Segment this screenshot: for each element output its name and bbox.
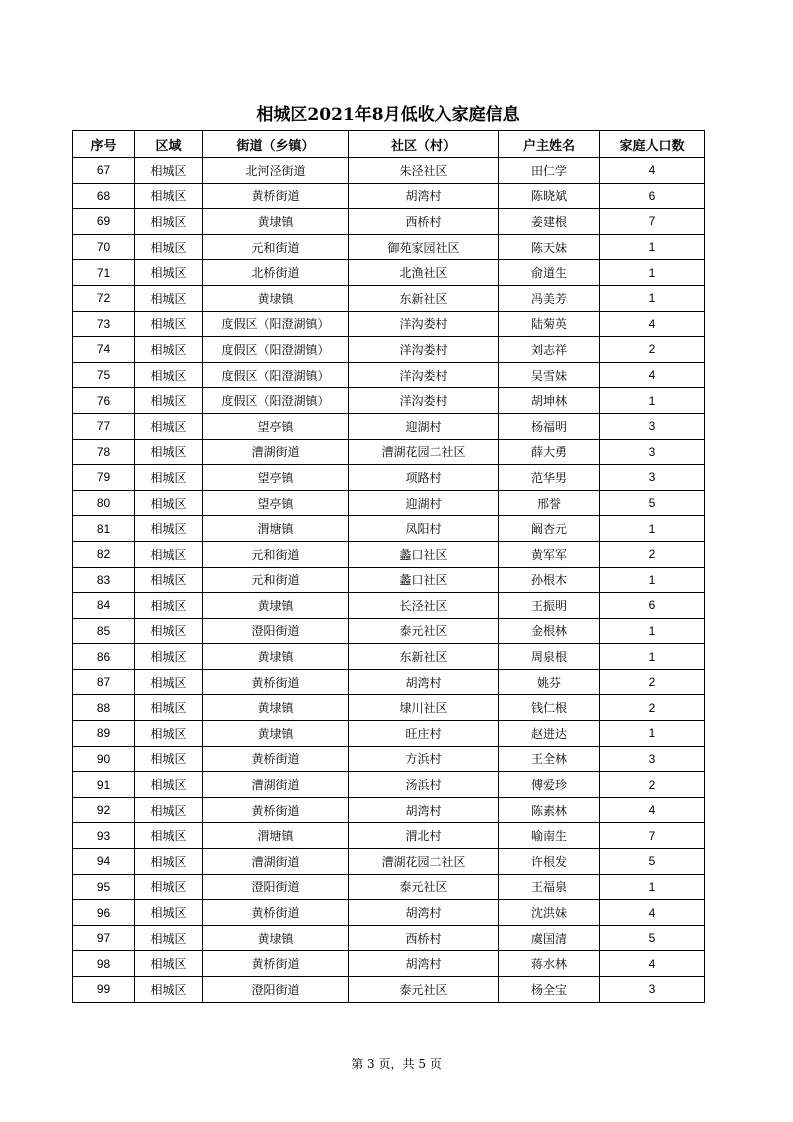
householder-cell: 田仁学 [499, 158, 600, 184]
community-cell: 迎湖村 [349, 490, 499, 516]
street-cell: 北河泾街道 [203, 158, 349, 184]
household-size-cell: 1 [600, 260, 705, 286]
community-cell: 蠡口社区 [349, 567, 499, 593]
table-row [73, 285, 705, 311]
street-cell: 元和街道 [203, 541, 349, 567]
district-cell: 相城区 [135, 362, 203, 388]
table-row [73, 183, 705, 209]
householder-cell: 邢誉 [499, 490, 600, 516]
community-cell: 洋沟娄村 [349, 388, 499, 414]
householder-cell: 刘志祥 [499, 337, 600, 363]
street-cell: 黄桥街道 [203, 900, 349, 926]
householder-cell: 周泉根 [499, 644, 600, 670]
district-cell: 相城区 [135, 234, 203, 260]
householder-cell: 钱仁根 [499, 695, 600, 721]
district-cell: 相城区 [135, 900, 203, 926]
serial-number-cell: 77 [73, 413, 135, 439]
table-row [73, 516, 705, 542]
street-cell: 黄桥街道 [203, 746, 349, 772]
serial-number-cell: 93 [73, 823, 135, 849]
district-cell: 相城区 [135, 797, 203, 823]
table-row [73, 234, 705, 260]
table-row [73, 746, 705, 772]
district-cell: 相城区 [135, 695, 203, 721]
household-size-cell: 3 [600, 413, 705, 439]
community-cell: 东新社区 [349, 285, 499, 311]
street-cell: 渭塘镇 [203, 823, 349, 849]
table-row [73, 413, 705, 439]
community-cell: 泰元社区 [349, 618, 499, 644]
district-cell: 相城区 [135, 209, 203, 235]
street-cell: 黄埭镇 [203, 209, 349, 235]
household-size-cell: 1 [600, 874, 705, 900]
household-size-cell: 2 [600, 695, 705, 721]
street-cell: 漕湖街道 [203, 772, 349, 798]
district-cell: 相城区 [135, 823, 203, 849]
serial-number-cell: 95 [73, 874, 135, 900]
street-cell: 元和街道 [203, 234, 349, 260]
street-cell: 望亭镇 [203, 413, 349, 439]
householder-cell: 黄军军 [499, 541, 600, 567]
community-cell: 洋沟娄村 [349, 337, 499, 363]
household-size-cell: 4 [600, 797, 705, 823]
community-cell: 东新社区 [349, 644, 499, 670]
district-cell: 相城区 [135, 183, 203, 209]
street-cell: 度假区（阳澄湖镇） [203, 311, 349, 337]
serial-number-cell: 71 [73, 260, 135, 286]
table-row [73, 158, 705, 184]
serial-number-cell: 75 [73, 362, 135, 388]
community-cell: 旺庄村 [349, 721, 499, 747]
serial-number-cell: 78 [73, 439, 135, 465]
street-cell: 漕湖街道 [203, 849, 349, 875]
street-cell: 黄桥街道 [203, 797, 349, 823]
table-row [73, 439, 705, 465]
householder-cell: 赵进达 [499, 721, 600, 747]
serial-number-cell: 92 [73, 797, 135, 823]
household-size-cell: 2 [600, 772, 705, 798]
street-cell: 元和街道 [203, 567, 349, 593]
householder-cell: 杨全宝 [499, 977, 600, 1003]
community-cell: 胡湾村 [349, 900, 499, 926]
page-footer: 第 3 页，共 5 页 [351, 1057, 442, 1071]
street-cell: 黄埭镇 [203, 593, 349, 619]
householder-cell: 王福泉 [499, 874, 600, 900]
community-cell: 埭川社区 [349, 695, 499, 721]
header-street-township: 街道（乡镇） [203, 131, 349, 158]
table-row [73, 669, 705, 695]
table-row [73, 567, 705, 593]
serial-number-cell: 97 [73, 925, 135, 951]
householder-cell: 冯美芳 [499, 285, 600, 311]
district-cell: 相城区 [135, 593, 203, 619]
serial-number-cell: 72 [73, 285, 135, 311]
street-cell: 望亭镇 [203, 490, 349, 516]
householder-cell: 俞道生 [499, 260, 600, 286]
serial-number-cell: 74 [73, 337, 135, 363]
table-row [73, 593, 705, 619]
serial-number-cell: 68 [73, 183, 135, 209]
householder-cell: 范华男 [499, 465, 600, 491]
table-row [73, 823, 705, 849]
community-cell: 西桥村 [349, 925, 499, 951]
district-cell: 相城区 [135, 285, 203, 311]
community-cell: 北渔社区 [349, 260, 499, 286]
householder-cell: 孙根木 [499, 567, 600, 593]
household-size-cell: 1 [600, 567, 705, 593]
community-cell: 漕湖花园二社区 [349, 439, 499, 465]
community-cell: 汤浜村 [349, 772, 499, 798]
district-cell: 相城区 [135, 490, 203, 516]
community-cell: 泰元社区 [349, 874, 499, 900]
district-cell: 相城区 [135, 721, 203, 747]
community-cell: 胡湾村 [349, 669, 499, 695]
street-cell: 黄埭镇 [203, 285, 349, 311]
household-size-cell: 1 [600, 388, 705, 414]
serial-number-cell: 70 [73, 234, 135, 260]
table-row [73, 618, 705, 644]
community-cell: 御苑家园社区 [349, 234, 499, 260]
street-cell: 度假区（阳澄湖镇） [203, 337, 349, 363]
table-row [73, 311, 705, 337]
householder-cell: 傅爱珍 [499, 772, 600, 798]
serial-number-cell: 96 [73, 900, 135, 926]
header-household-size: 家庭人口数 [600, 131, 705, 158]
household-size-cell: 1 [600, 644, 705, 670]
community-cell: 朱泾社区 [349, 158, 499, 184]
table-row [73, 260, 705, 286]
community-cell: 胡湾村 [349, 797, 499, 823]
household-size-cell: 4 [600, 158, 705, 184]
serial-number-cell: 69 [73, 209, 135, 235]
community-cell: 方浜村 [349, 746, 499, 772]
household-table [72, 130, 705, 1003]
table-header-row [73, 131, 705, 158]
table-row [73, 362, 705, 388]
householder-cell: 虞国清 [499, 925, 600, 951]
street-cell: 漕湖街道 [203, 439, 349, 465]
table-row [73, 209, 705, 235]
serial-number-cell: 85 [73, 618, 135, 644]
street-cell: 澄阳街道 [203, 618, 349, 644]
serial-number-cell: 90 [73, 746, 135, 772]
serial-number-cell: 91 [73, 772, 135, 798]
table-row [73, 925, 705, 951]
table-row [73, 721, 705, 747]
householder-cell: 姜建根 [499, 209, 600, 235]
community-cell: 项路村 [349, 465, 499, 491]
household-size-cell: 5 [600, 849, 705, 875]
household-size-cell: 6 [600, 593, 705, 619]
district-cell: 相城区 [135, 516, 203, 542]
community-cell: 长泾社区 [349, 593, 499, 619]
street-cell: 澄阳街道 [203, 977, 349, 1003]
street-cell: 黄埭镇 [203, 925, 349, 951]
street-cell: 黄桥街道 [203, 183, 349, 209]
serial-number-cell: 86 [73, 644, 135, 670]
header-householder-name: 户主姓名 [499, 131, 600, 158]
district-cell: 相城区 [135, 388, 203, 414]
serial-number-cell: 98 [73, 951, 135, 977]
serial-number-cell: 73 [73, 311, 135, 337]
household-size-cell: 1 [600, 516, 705, 542]
household-size-cell: 3 [600, 746, 705, 772]
household-size-cell: 7 [600, 209, 705, 235]
serial-number-cell: 67 [73, 158, 135, 184]
street-cell: 黄埭镇 [203, 695, 349, 721]
street-cell: 澄阳街道 [203, 874, 349, 900]
district-cell: 相城区 [135, 439, 203, 465]
household-size-cell: 3 [600, 465, 705, 491]
serial-number-cell: 79 [73, 465, 135, 491]
serial-number-cell: 88 [73, 695, 135, 721]
table-row [73, 644, 705, 670]
householder-cell: 陈天妹 [499, 234, 600, 260]
householder-cell: 蒋水林 [499, 951, 600, 977]
street-cell: 黄桥街道 [203, 951, 349, 977]
community-cell: 迎湖村 [349, 413, 499, 439]
district-cell: 相城区 [135, 849, 203, 875]
household-size-cell: 4 [600, 362, 705, 388]
householder-cell: 喻南生 [499, 823, 600, 849]
street-cell: 黄桥街道 [203, 669, 349, 695]
householder-cell: 姚芬 [499, 669, 600, 695]
serial-number-cell: 76 [73, 388, 135, 414]
district-cell: 相城区 [135, 337, 203, 363]
table-row [73, 465, 705, 491]
householder-cell: 薛大勇 [499, 439, 600, 465]
household-size-cell: 5 [600, 925, 705, 951]
serial-number-cell: 82 [73, 541, 135, 567]
household-size-cell: 4 [600, 900, 705, 926]
serial-number-cell: 81 [73, 516, 135, 542]
household-size-cell: 2 [600, 337, 705, 363]
header-district: 区域 [135, 131, 203, 158]
serial-number-cell: 99 [73, 977, 135, 1003]
table-row [73, 977, 705, 1003]
district-cell: 相城区 [135, 465, 203, 491]
household-size-cell: 1 [600, 721, 705, 747]
community-cell: 西桥村 [349, 209, 499, 235]
table-row [73, 797, 705, 823]
household-size-cell: 1 [600, 618, 705, 644]
serial-number-cell: 84 [73, 593, 135, 619]
table-row [73, 388, 705, 414]
household-size-cell: 1 [600, 285, 705, 311]
header-serial-number: 序号 [73, 131, 135, 158]
householder-cell: 陈素林 [499, 797, 600, 823]
householder-cell: 许根发 [499, 849, 600, 875]
householder-cell: 金根林 [499, 618, 600, 644]
district-cell: 相城区 [135, 618, 203, 644]
table-body [73, 158, 705, 1003]
householder-cell: 吴雪妹 [499, 362, 600, 388]
street-cell: 北桥街道 [203, 260, 349, 286]
community-cell: 胡湾村 [349, 951, 499, 977]
table-row [73, 541, 705, 567]
householder-cell: 沈洪妹 [499, 900, 600, 926]
household-size-cell: 4 [600, 311, 705, 337]
householder-cell: 阚杏元 [499, 516, 600, 542]
householder-cell: 陈晓斌 [499, 183, 600, 209]
household-size-cell: 7 [600, 823, 705, 849]
household-size-cell: 3 [600, 439, 705, 465]
householder-cell: 胡坤林 [499, 388, 600, 414]
table-row [73, 900, 705, 926]
serial-number-cell: 94 [73, 849, 135, 875]
district-cell: 相城区 [135, 644, 203, 670]
district-cell: 相城区 [135, 951, 203, 977]
household-size-cell: 2 [600, 541, 705, 567]
community-cell: 洋沟娄村 [349, 362, 499, 388]
table-row [73, 695, 705, 721]
street-cell: 渭塘镇 [203, 516, 349, 542]
district-cell: 相城区 [135, 669, 203, 695]
district-cell: 相城区 [135, 260, 203, 286]
street-cell: 黄埭镇 [203, 644, 349, 670]
serial-number-cell: 89 [73, 721, 135, 747]
district-cell: 相城区 [135, 158, 203, 184]
district-cell: 相城区 [135, 541, 203, 567]
street-cell: 黄埭镇 [203, 721, 349, 747]
household-size-cell: 5 [600, 490, 705, 516]
serial-number-cell: 87 [73, 669, 135, 695]
community-cell: 胡湾村 [349, 183, 499, 209]
table-row [73, 874, 705, 900]
street-cell: 望亭镇 [203, 465, 349, 491]
householder-cell: 陆菊英 [499, 311, 600, 337]
table-row [73, 951, 705, 977]
serial-number-cell: 83 [73, 567, 135, 593]
household-size-cell: 2 [600, 669, 705, 695]
street-cell: 度假区（阳澄湖镇） [203, 362, 349, 388]
district-cell: 相城区 [135, 567, 203, 593]
community-cell: 漕湖花园二社区 [349, 849, 499, 875]
serial-number-cell: 80 [73, 490, 135, 516]
community-cell: 蠡口社区 [349, 541, 499, 567]
district-cell: 相城区 [135, 977, 203, 1003]
community-cell: 渭北村 [349, 823, 499, 849]
district-cell: 相城区 [135, 925, 203, 951]
community-cell: 泰元社区 [349, 977, 499, 1003]
household-size-cell: 6 [600, 183, 705, 209]
district-cell: 相城区 [135, 874, 203, 900]
community-cell: 洋沟娄村 [349, 311, 499, 337]
household-size-cell: 1 [600, 234, 705, 260]
header-community-village: 社区（村） [349, 131, 499, 158]
table-row [73, 337, 705, 363]
district-cell: 相城区 [135, 311, 203, 337]
table-row [73, 772, 705, 798]
household-size-cell: 4 [600, 951, 705, 977]
district-cell: 相城区 [135, 413, 203, 439]
district-cell: 相城区 [135, 772, 203, 798]
district-cell: 相城区 [135, 746, 203, 772]
table-row [73, 849, 705, 875]
householder-cell: 王振明 [499, 593, 600, 619]
householder-cell: 杨福明 [499, 413, 600, 439]
household-size-cell: 3 [600, 977, 705, 1003]
street-cell: 度假区（阳澄湖镇） [203, 388, 349, 414]
householder-cell: 王全林 [499, 746, 600, 772]
document-title: 相城区2021年8月低收入家庭信息 [256, 105, 520, 125]
community-cell: 凤阳村 [349, 516, 499, 542]
table-row [73, 490, 705, 516]
